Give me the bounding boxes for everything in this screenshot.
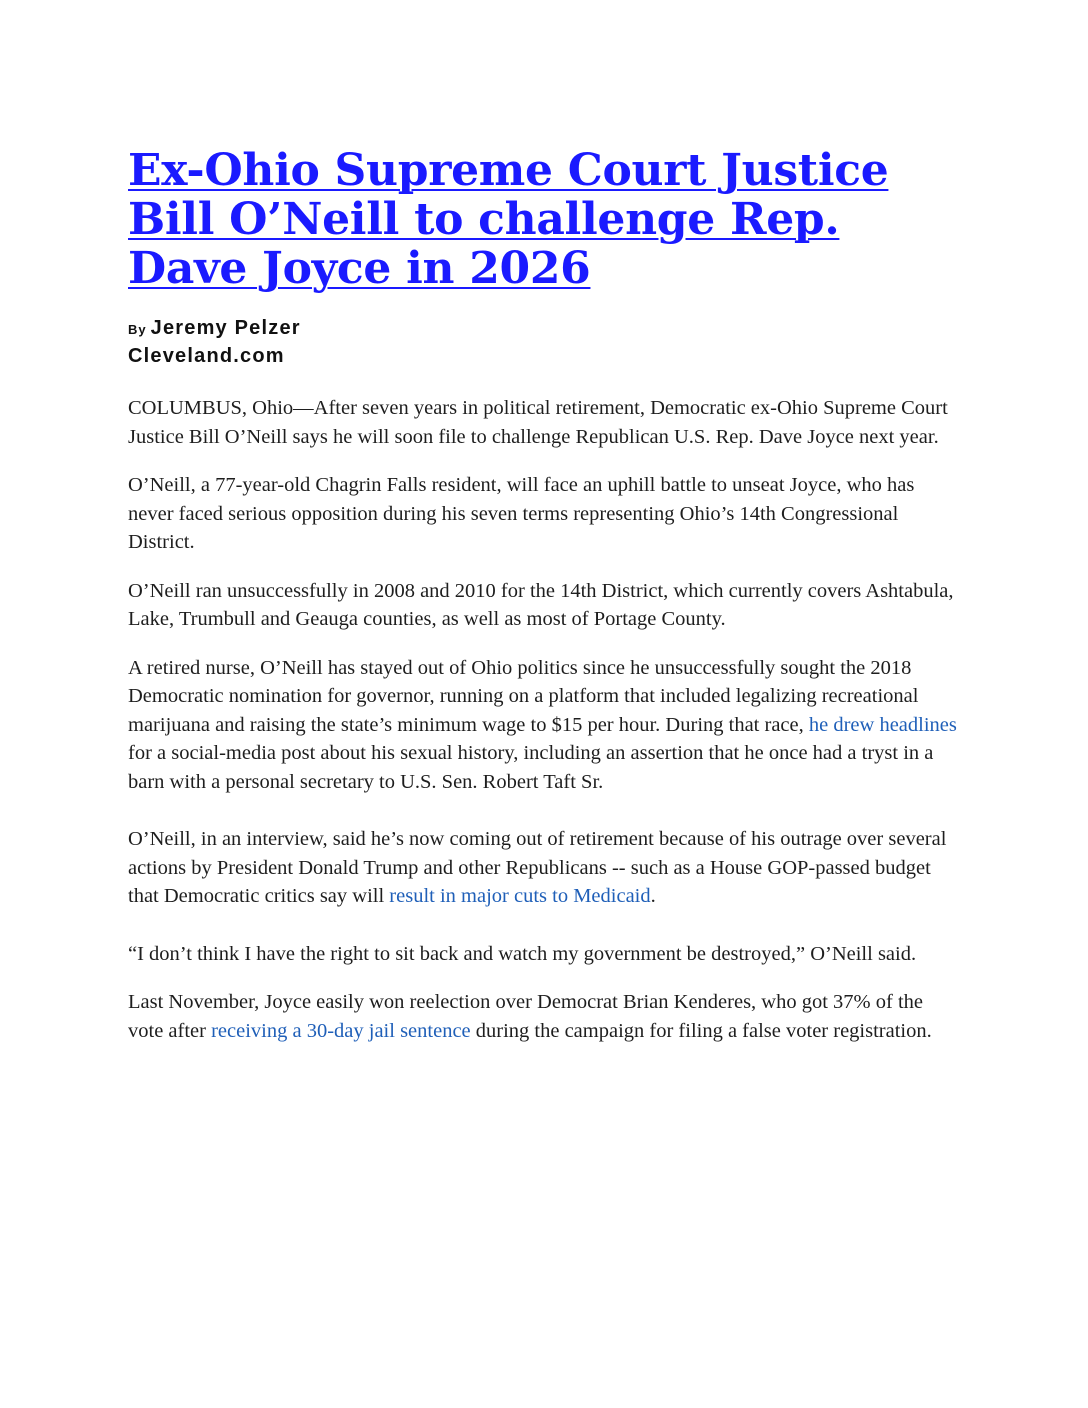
paragraph-3: O’Neill ran unsuccessfully in 2008 and 2010 for the 14th District, which currently covers Ashtabula, Lake, Trumbull and Geauga counties, as well as most of Portage County.: [128, 579, 954, 630]
paragraph-5-text-before: O’Neill, in an interview, said he’s now coming out of retirement because of his outrage over several actions by President Donald Trump and other Republicans -- such as a House GOP-passed budget that Democratic critics say will: [128, 828, 947, 907]
byline: [128, 315, 958, 370]
article: [128, 146, 958, 1065]
jail-sentence-link[interactable]: receiving a 30-day jail sentence: [211, 1019, 471, 1042]
byline-author-line: [128, 315, 958, 343]
headlines-link[interactable]: he drew headlines: [808, 713, 957, 736]
article-title: [128, 146, 958, 293]
paragraph-4: [128, 654, 958, 797]
paragraph-1: COLUMBUS, Ohio—After seven years in political retirement, Democratic ex-Ohio Supreme Court Justice Bill O’Neill says he will soon file to challenge Republican U.S. Rep. Dave Joyce next year.: [128, 397, 948, 448]
article-body: [128, 394, 958, 1045]
byline-prefix: By: [128, 322, 147, 337]
article-title-link[interactable]: Ex-Ohio Supreme Court Justice Bill O’Neill to challenge Rep. Dave Joyce in 2026: [128, 145, 889, 294]
paragraph-2: O’Neill, a 77-year-old Chagrin Falls resident, will face an uphill battle to unseat Joyce, who has never faced serious opposition during his seven terms representing Ohio’s 14th Congressional District.: [128, 474, 915, 553]
paragraph-5-text-after: .: [650, 885, 656, 907]
medicaid-cuts-link[interactable]: result in major cuts to Medicaid: [389, 885, 651, 907]
paragraph-4-text-after: for a social-media post about his sexual history, including an assertion that he once had a tryst in a barn with a personal secretary to U.S. Sen. Robert Taft Sr.: [128, 742, 934, 793]
outlet-name: Cleveland.com: [128, 345, 285, 367]
paragraph-5: [128, 825, 958, 911]
paragraph-7-text-before: Last November, Joyce easily won reelection over Democrat Brian Kenderes, who got 37% of the vote after: [128, 991, 923, 1042]
author-name: Jeremy Pelzer: [150, 317, 301, 339]
paragraph-7: [128, 988, 958, 1045]
paragraph-4-text-before: A retired nurse, O’Neill has stayed out of Ohio politics since he unsuccessfully sought the 2018 Democratic nomination for governor, running on a platform that included legalizing recreational marijuana and raising the state’s minimum wage to $15 per hour. During that race,: [128, 656, 919, 736]
paragraph-7-text-after: during the campaign for filing a false voter registration.: [470, 1019, 932, 1042]
paragraph-6: “I don’t think I have the right to sit back and watch my government be destroyed,” O’Neill said.: [128, 942, 917, 965]
